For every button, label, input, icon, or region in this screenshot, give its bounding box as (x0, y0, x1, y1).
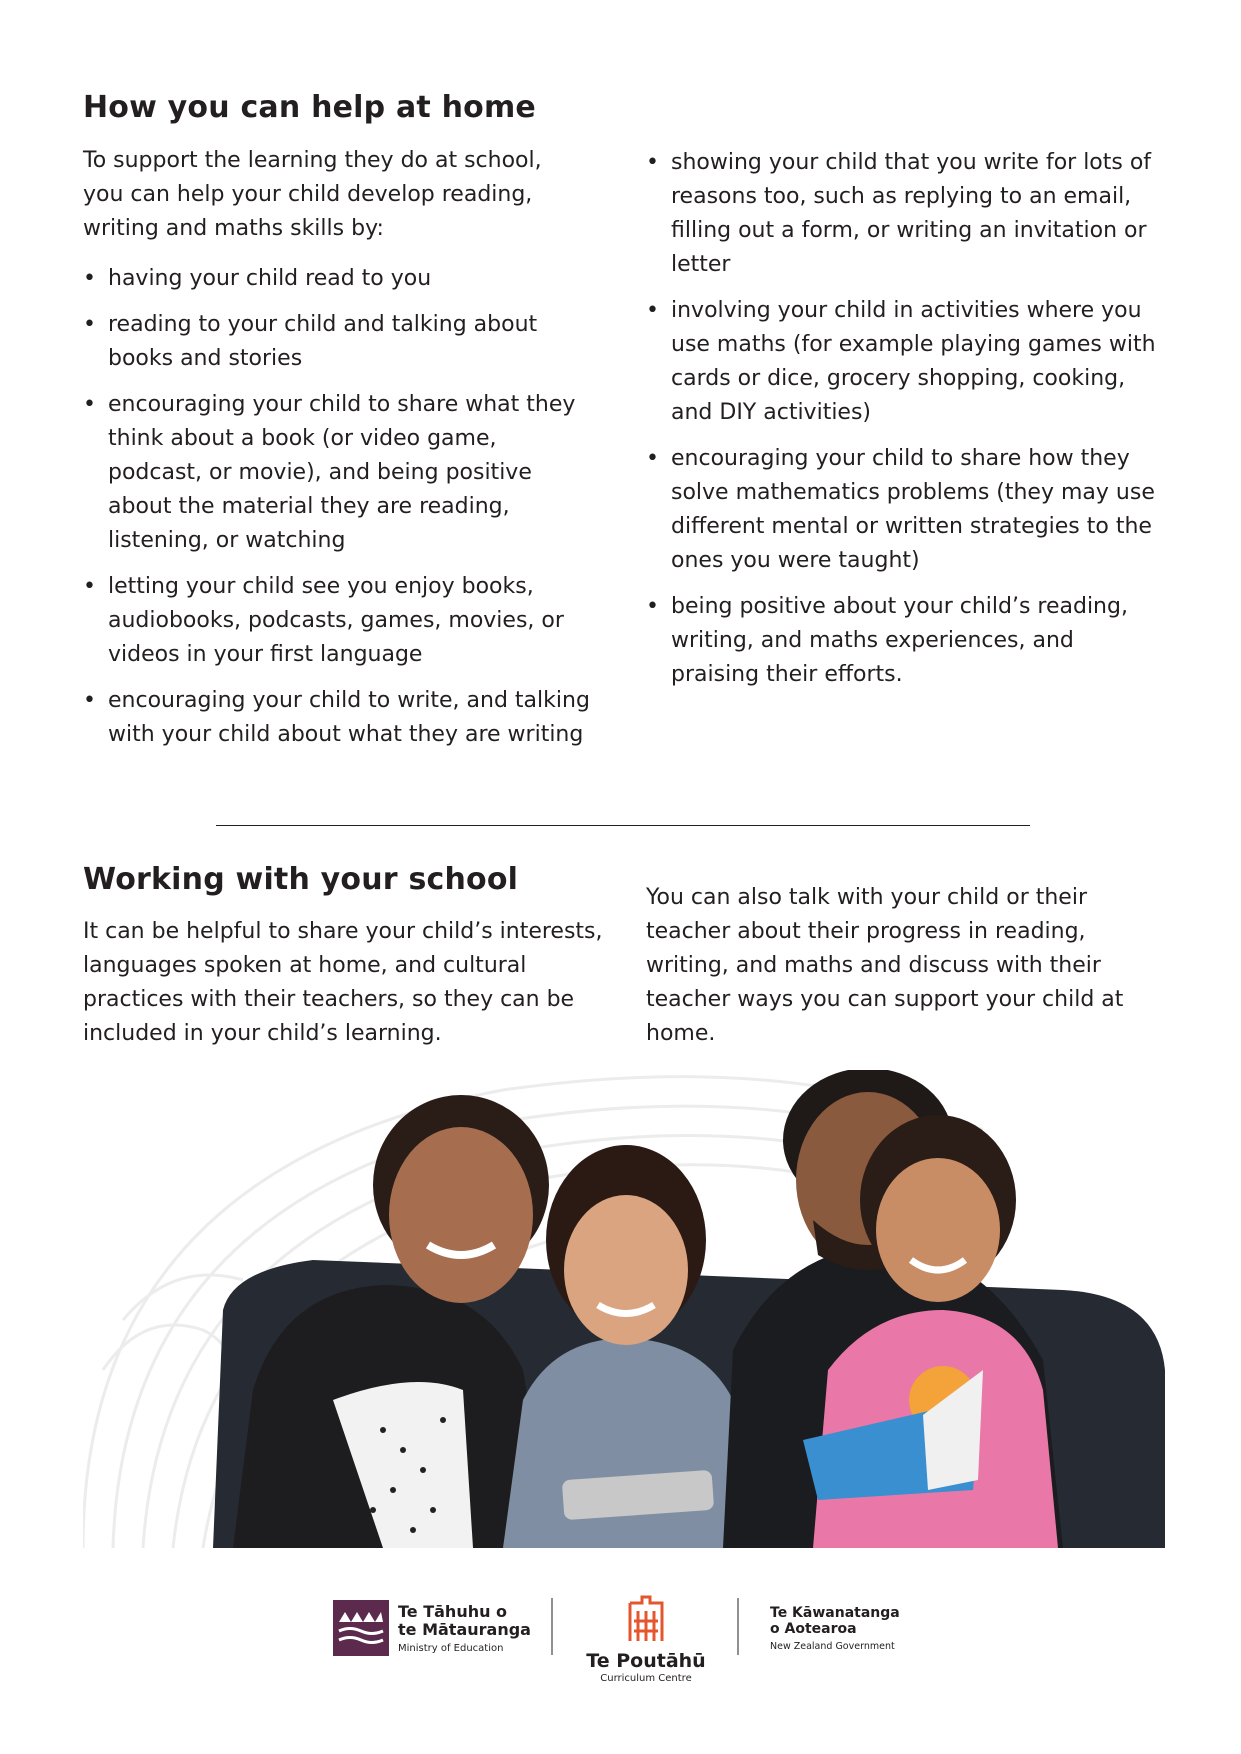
bullet-item: • having your child read to you (83, 262, 593, 296)
home-intro: To support the learning they do at school, you can help your child develop reading, writing and maths skills by: (83, 148, 542, 241)
nz-government-logo (770, 1605, 900, 1652)
moe-name-line3: Ministry of Education (398, 1643, 504, 1654)
poutahu-emblem-icon (630, 1597, 662, 1641)
bullet-item: • encouraging your child to share what they think about a book (or video game, podcast, or movie), and being positive about the material they are reading, listening, or watching (83, 388, 593, 558)
te-poutahu-logo (586, 1597, 705, 1684)
logo-strip (330, 1595, 920, 1685)
gov-name-line3: New Zealand Government (770, 1641, 895, 1652)
gov-name-line2: o Aotearoa (770, 1621, 857, 1637)
home-right-list (646, 146, 1166, 704)
gov-name-line1: Te Kāwanatanga (770, 1605, 900, 1621)
bullet-item: • involving your child in activities where you use maths (for example playing games with cards or dice, grocery shopping, cooking, and DIY activities) (646, 294, 1166, 430)
moe-name-line1: Te Tāhuhu o (398, 1602, 508, 1621)
moe-emblem-icon (333, 1600, 389, 1656)
poutahu-subtitle: Curriculum Centre (600, 1673, 692, 1684)
section-divider (216, 825, 1030, 826)
bullet-item: • letting your child see you enjoy books, audiobooks, podcasts, games, movies, or videos in your first language (83, 570, 593, 672)
school-heading: Working with your school (83, 862, 519, 897)
bullet-item: • being positive about your child’s reading, writing, and maths experiences, and praising their efforts. (646, 590, 1166, 692)
bullet-item: • showing your child that you write for lots of reasons too, such as replying to an email, filling out a form, or writing an invitation or letter (646, 146, 1166, 282)
moe-name-line2: te Mātauranga (398, 1620, 531, 1639)
ministry-of-education-logo (333, 1600, 531, 1656)
home-heading: How you can help at home (83, 90, 536, 125)
bullet-item: • encouraging your child to write, and talking with your child about what they are writing (83, 684, 593, 752)
home-left-list (83, 262, 593, 764)
poutahu-name: Te Poutāhū (586, 1650, 706, 1672)
school-right-paragraph: You can also talk with your child or their teacher about their progress in reading, writing, and maths and discuss with their teacher ways you can support your child at home. (646, 885, 1124, 1046)
school-left-paragraph: It can be helpful to share your child’s interests, languages spoken at home, and cultural practices with their teachers, so they can be included in your child’s learning. (83, 919, 603, 1046)
bullet-item: • encouraging your child to share how they solve mathematics problems (they may use different mental or written strategies to the ones you were taught) (646, 442, 1166, 578)
family-photo (83, 1070, 1165, 1548)
bullet-item: • reading to your child and talking about books and stories (83, 308, 593, 376)
